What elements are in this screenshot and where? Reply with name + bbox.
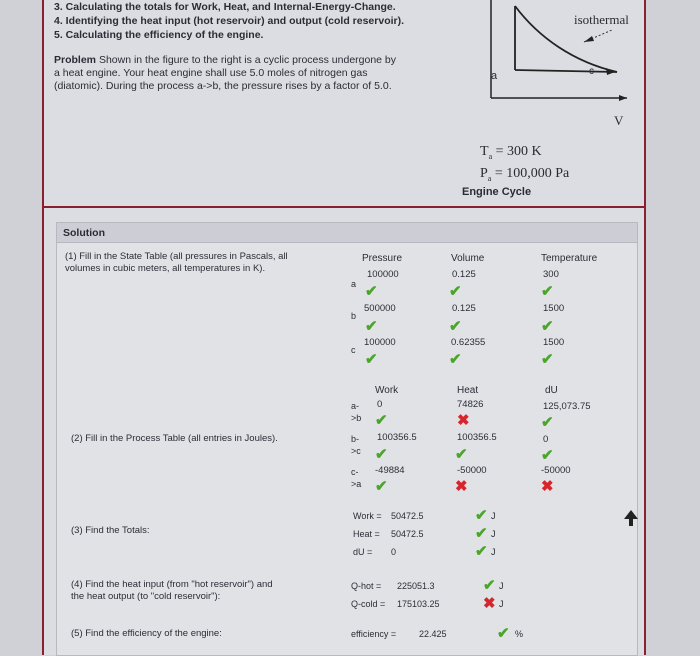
check-icon: ✔ [475, 507, 488, 524]
efficiency-label: efficiency = [351, 629, 397, 639]
du-ab-input[interactable]: 125,073.75 [543, 401, 591, 412]
ta-symbol: T [480, 144, 489, 159]
q1-line-1: (1) Fill in the State Table (all pressures in Pascals, all [65, 251, 288, 262]
process-label: c- [351, 467, 359, 477]
temperature-b-input[interactable]: 1500 [543, 303, 565, 314]
check-icon: ✔ [541, 351, 554, 368]
q3-prompt: (3) Find the Totals: [71, 525, 150, 536]
check-icon: ✔ [455, 446, 468, 463]
unit-label: J [491, 547, 496, 557]
axis-v-label: V [614, 113, 624, 128]
efficiency-input[interactable]: 22.425 [419, 629, 447, 639]
volume-a-input[interactable]: 0.125 [452, 269, 476, 280]
pa-value [480, 166, 569, 183]
process-ca-arrow [606, 68, 615, 75]
check-icon: ✔ [497, 625, 510, 642]
total-heat-input[interactable]: 50472.5 [391, 529, 424, 539]
work-ab-input[interactable]: 0 [377, 399, 383, 410]
unit-label: % [515, 629, 524, 639]
isothermal-label: isothermal [574, 12, 629, 27]
header-pressure: Pressure [362, 253, 403, 264]
check-icon: ✔ [375, 446, 388, 463]
check-icon: ✔ [365, 351, 378, 368]
check-icon: ✔ [541, 447, 554, 464]
heat-ca-input[interactable]: -50000 [457, 465, 487, 476]
process-ca-line [515, 70, 617, 72]
total-work-label: Work = [353, 511, 382, 521]
pa-symbol: P [480, 166, 488, 181]
mouse-cursor-icon [624, 510, 638, 526]
cross-icon: ✖ [483, 595, 496, 612]
question-4: 4. Identifying the heat input (hot reservoir) and output (cold reservoir). [54, 15, 405, 27]
cross-icon: ✖ [455, 478, 468, 495]
total-work-input[interactable]: 50472.5 [391, 511, 424, 521]
q4-prompt [71, 579, 273, 603]
engine-cycle-caption: Engine Cycle [462, 186, 532, 198]
state-row-label: c [351, 345, 356, 355]
solution-box [56, 222, 638, 656]
check-icon: ✔ [365, 283, 378, 300]
check-icon: ✔ [475, 543, 488, 560]
q5-prompt: (5) Find the efficiency of the engine: [71, 628, 222, 639]
pressure-c-input[interactable]: 100000 [364, 337, 396, 348]
check-icon: ✔ [475, 525, 488, 542]
check-icon: ✔ [449, 351, 462, 368]
solution-title: Solution [57, 223, 637, 243]
heat-bc-input[interactable]: 100356.5 [457, 432, 497, 443]
check-icon: ✔ [483, 577, 496, 594]
question-5: 5. Calculating the efficiency of the engine. [54, 29, 264, 41]
q4-line-2: the heat output (to "cold reservoir"): [71, 591, 221, 602]
temperature-c-input[interactable]: 1500 [543, 337, 565, 348]
unit-label: J [499, 599, 504, 609]
problem-label: Problem [54, 54, 97, 66]
du-ca-input[interactable]: -50000 [541, 465, 571, 476]
unit-label: J [491, 529, 496, 539]
header-temperature: Temperature [541, 253, 598, 264]
q1-prompt [65, 251, 355, 275]
q-cold-input[interactable]: 175103.25 [397, 599, 440, 609]
q4-line-1: (4) Find the heat input (from "hot reservoir") and [71, 579, 273, 590]
problem-line-3: (diatomic). During the process a->b, the pressure rises by a factor of 5.0. [54, 80, 392, 92]
total-du-input[interactable]: 0 [391, 547, 397, 557]
problem-line-1: Shown in the figure to the right is a cyclic process undergone by [98, 54, 397, 66]
q-cold-label: Q-cold = [351, 599, 386, 609]
du-bc-input[interactable]: 0 [543, 434, 549, 445]
check-icon: ✔ [541, 414, 554, 431]
temperature-a-input[interactable]: 300 [543, 269, 559, 280]
process-label: b- [351, 434, 360, 444]
problem-statement [54, 54, 474, 93]
pressure-a-input[interactable]: 100000 [367, 269, 399, 280]
state-row-label: a [351, 279, 357, 289]
question-3: 3. Calculating the totals for Work, Heat, and Internal-Energy-Change. [54, 1, 396, 13]
header-work: Work [375, 385, 399, 396]
process-label: a- [351, 401, 360, 411]
header-heat: Heat [457, 385, 479, 396]
total-heat-label: Heat = [353, 529, 380, 539]
section-divider [44, 206, 644, 208]
check-icon: ✔ [449, 283, 462, 300]
heat-ab-input[interactable]: 74826 [457, 399, 484, 410]
volume-b-input[interactable]: 0.125 [452, 303, 476, 314]
process-label: >a [351, 479, 362, 489]
process-label: >c [351, 446, 361, 456]
header-du: dU [545, 385, 558, 396]
check-icon: ✔ [541, 283, 554, 300]
point-c-label: c [589, 66, 594, 77]
problem-line-2: a heat engine. Your heat engine shall use 5.0 moles of nitrogen gas [54, 67, 368, 79]
pa-subscript: a [487, 173, 492, 183]
unit-label: J [499, 581, 504, 591]
check-icon: ✔ [365, 318, 378, 335]
check-icon: ✔ [449, 318, 462, 335]
ta-number: = 300 K [495, 144, 542, 159]
ta-value [480, 144, 542, 161]
check-icon: ✔ [541, 318, 554, 335]
worksheet-page [42, 0, 646, 655]
isothermal-pointer-arrow [584, 36, 594, 42]
q1-line-2: volumes in cubic meters, all temperatures in K). [65, 263, 266, 274]
pa-number: = 100,000 Pa [494, 166, 570, 181]
q2-prompt: (2) Fill in the Process Table (all entries in Joules). [71, 433, 278, 444]
volume-axis-arrow [619, 95, 627, 101]
state-row-label: b [351, 311, 357, 321]
work-ca-input[interactable]: -49884 [375, 465, 405, 476]
cross-icon: ✖ [541, 478, 554, 495]
pressure-b-input[interactable]: 500000 [364, 303, 396, 314]
work-bc-input[interactable]: 100356.5 [377, 432, 417, 443]
volume-c-input[interactable]: 0.62355 [451, 337, 486, 348]
total-du-label: dU = [353, 547, 373, 557]
cross-icon: ✖ [457, 412, 470, 429]
header-volume: Volume [451, 253, 485, 264]
check-icon: ✔ [375, 478, 388, 495]
process-label: >b [351, 413, 362, 423]
q-hot-label: Q-hot = [351, 581, 382, 591]
unit-label: J [491, 511, 496, 521]
ta-subscript: a [488, 151, 493, 161]
check-icon: ✔ [375, 412, 388, 429]
point-a-label: a [491, 70, 498, 82]
q-hot-input[interactable]: 225051.3 [397, 581, 435, 591]
